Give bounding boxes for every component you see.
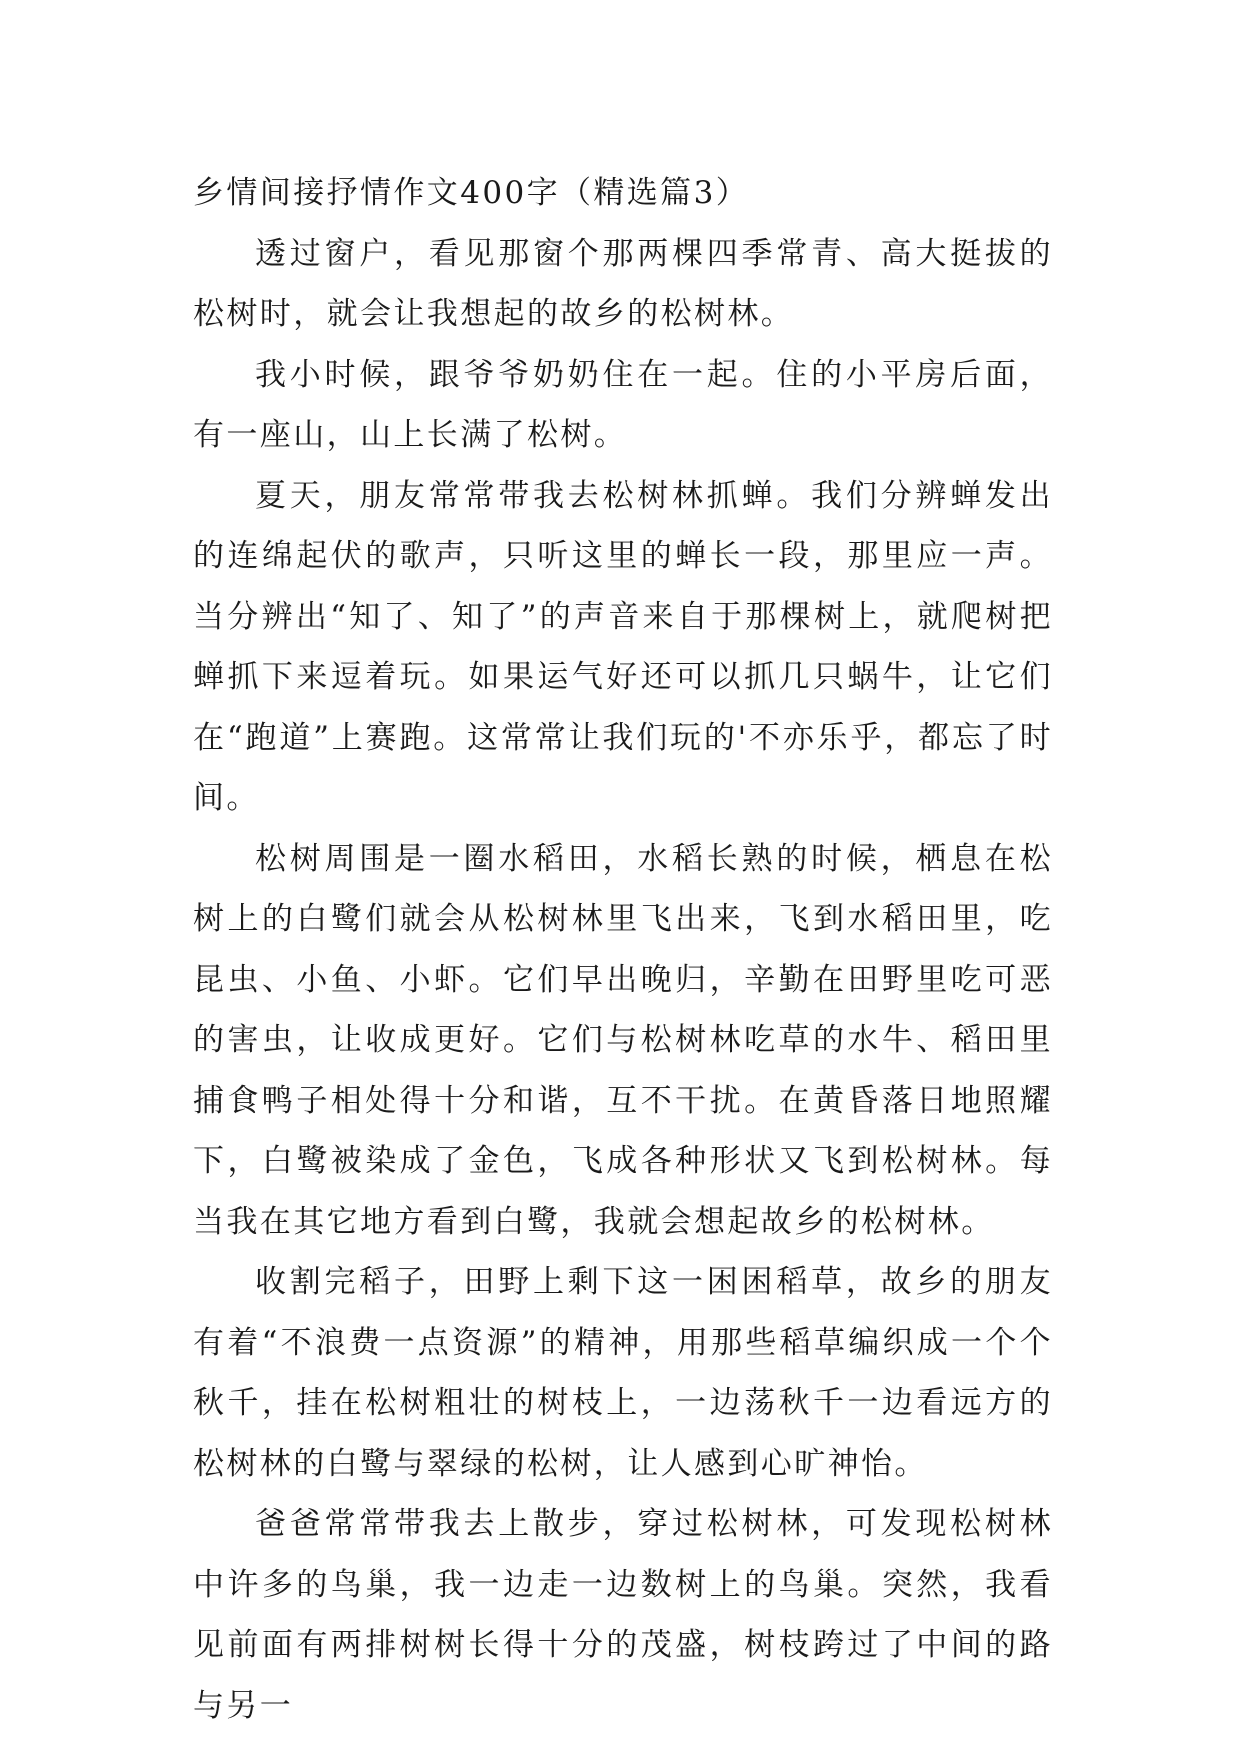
paragraph-5: 收割完稻子，田野上剩下这一困困稻草，故乡的朋友有着“不浪费一点资源”的精神，用那些稻草编织成一个个秋千，挂在松树粗壮的树枝上，一边荡秋千一边看远方的松树林的白鹭与翠绿的松树，让人感到心旷神怡。 [193,1264,1053,1482]
paragraph-6: 爸爸常常带我去上散步，穿过松树林，可发现松树林中许多的鸟巢，我一边走一边数树上的鸟巢。突然，我看见前面有两排树树长得十分的茂盛，树枝跨过了中间的路与另一 [193,1506,1053,1724]
paragraph-2: 我小时候，跟爷爷奶奶住在一起。住的小平房后面，有一座山，山上长满了松树。 [193,356,1053,453]
paragraph-3: 夏天，朋友常常带我去松树林抓蝉。我们分辨蝉发出的连绵起伏的歌声，只听这里的蝉长一段，那里应一声。当分辨出“知了、知了”的声音来自于那棵树上，就爬树把蝉抓下来逗着玩。如果运气好还可以抓几只蜗牛，让它们在“跑道”上赛跑。这常常让我们玩的'不亦乐乎，都忘了时间。 [193,477,1053,816]
paragraph-4: 松树周围是一圈水稻田，水稻长熟的时候，栖息在松树上的白鹭们就会从松树林里飞出来，飞到水稻田里，吃昆虫、小鱼、小虾。它们早出晚归，辛勤在田野里吃可恶的害虫，让收成更好。它们与松树林吃草的水牛、稻田里捕食鸭子相处得十分和谐，互不干扰。在黄昏落日地照耀下，白鹭被染成了金色，飞成各种形状又飞到松树林。每当我在其它地方看到白鹭，我就会想起故乡的松树林。 [193,840,1053,1240]
essay-title: 乡情间接抒情作文400字（精选篇3） [193,175,750,211]
document-page [193,163,1053,1736]
paragraph-1: 透过窗户，看见那窗个那两棵四季常青、高大挺拔的松树时，就会让我想起的故乡的松树林。 [193,235,1053,332]
